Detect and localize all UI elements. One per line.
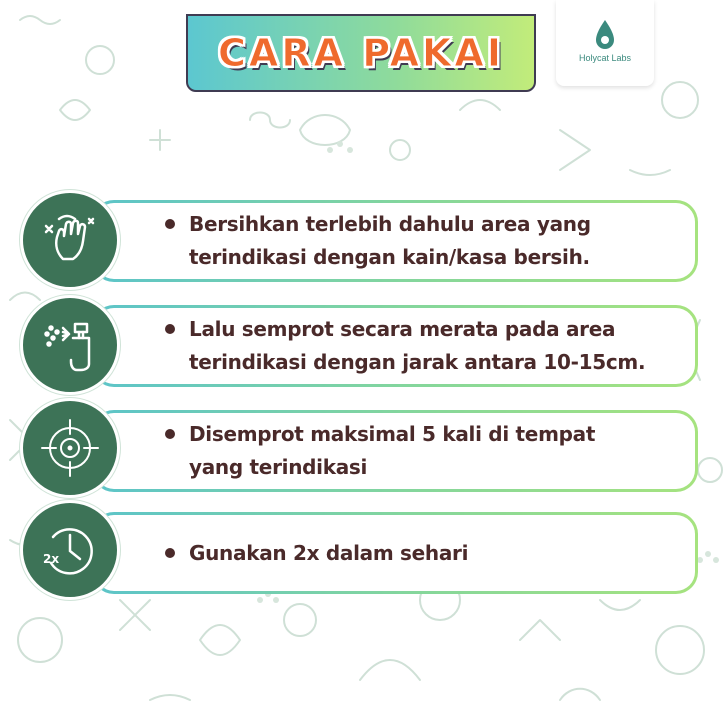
step-line: Gunakan 2x dalam sehari [189,540,469,565]
step-line: terindikasi dengan jarak antara 10-15cm. [189,350,646,374]
clock-label: 2x [43,552,60,566]
step-text [189,313,645,379]
brand-name: Holycat Labs [578,53,632,63]
step-line: Lalu semprot secara merata pada area [189,317,616,341]
step-line: terindikasi dengan kain/kasa bersih. [189,245,590,269]
step-card [92,410,698,492]
bullet-dot [165,429,175,439]
step-text [189,537,468,570]
page-title: CARA PAKAI [218,31,504,75]
step-icon-circle [20,295,120,395]
step-icon-circle [20,398,120,498]
spray-bottle-icon [39,314,101,376]
title-banner [186,14,536,92]
step-card [92,305,698,387]
step-line: Disemprot maksimal 5 kali di tempat [189,422,596,446]
cat-droplet-icon [594,18,616,50]
step-icon-circle [20,190,120,290]
bullet-dot [165,548,175,558]
step-card [92,512,698,594]
hand-wipe-icon [39,209,101,271]
step-text [189,418,595,484]
step-card [92,200,698,282]
step-line: yang terindikasi [189,455,368,479]
step-text [189,208,591,274]
brand-badge [556,0,654,86]
step-line: Bersihkan terlebih dahulu area yang [189,212,591,236]
target-crosshair-icon [39,417,101,479]
step-icon-circle [20,500,120,600]
bullet-dot [165,324,175,334]
clock-icon [39,519,101,581]
bullet-dot [165,219,175,229]
